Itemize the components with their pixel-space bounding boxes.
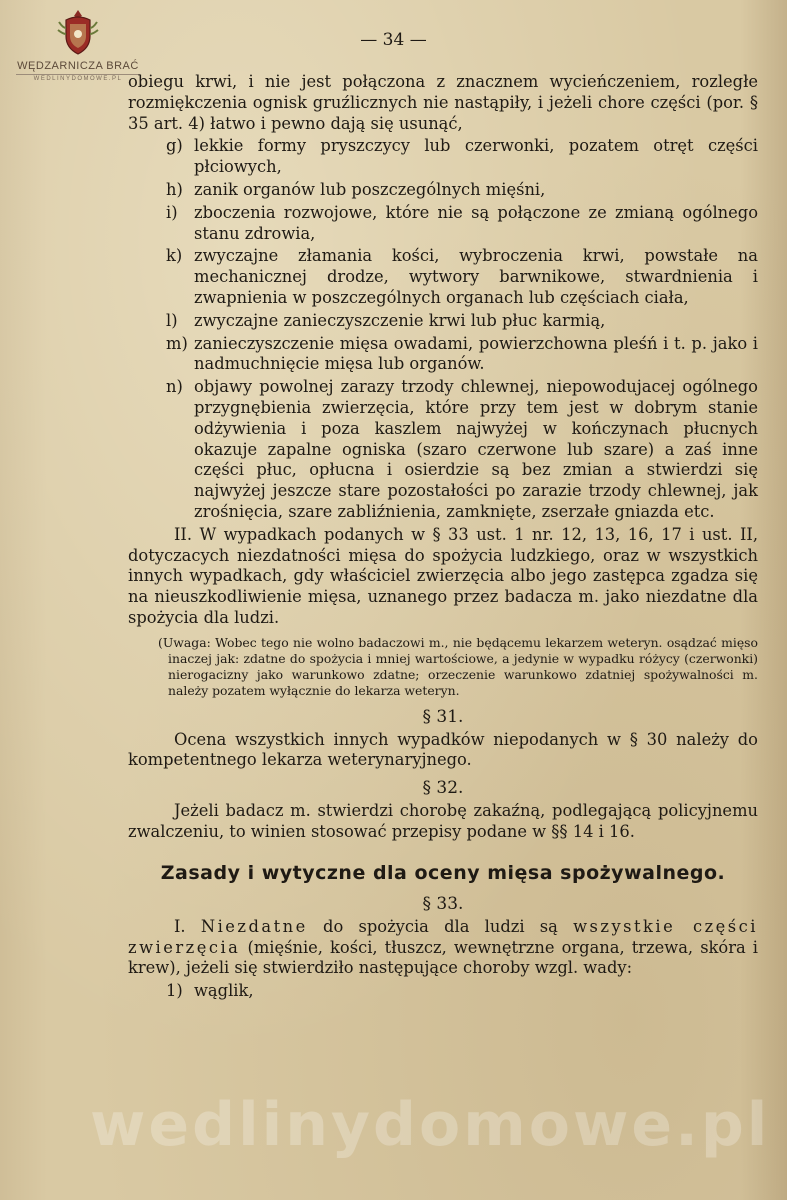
list-item-label: l) — [166, 310, 178, 330]
list-item-label: i) — [166, 202, 178, 222]
list-item-text: objawy powolnej zarazy trzody chlewnej, niepowodujacej ogólnego przygnębienia zwierzęcia, które przy tem jest w dobrym stanie odżywienia i poza kaszlem najwyżej w kończynach płucnych okazuje zapalne ogniska (szaro czerwone lub szare) a zaś inne części płuc, opłucna i osierdzie są bez zmian a stwierdzi się najwyżej jeszcze stare pozostałości po zarazie trzody chlewnej, jak zrośnięcia, szare zabliźnienia, zamknięte, zserzałe gniazda etc. — [194, 377, 758, 521]
list-item — [128, 246, 758, 308]
note-paragraph: (Uwaga: Wobec tego nie wolno badaczowi m., nie będącemu lekarzem weteryn. osądzać mięso inaczej jak: zdatne do spożycia i mniej wartościowe, a jedynie w wypadku różycy (czerwonki) nierogacizny jako warunkowo zdatne; orzeczenie warunkowo zdatniej spożywalności m. należy pozatem wyłącznie do lekarza weteryn. — [158, 634, 758, 699]
brand-name: WĘDZARNICZA BRAĆ — [17, 60, 139, 72]
list-item — [128, 203, 758, 245]
section-33-lead: I. — [174, 916, 186, 936]
section-33-spaced-1: Niezdatne — [200, 916, 308, 936]
list-item-label: n) — [166, 377, 183, 397]
section-31-text: Ocena wszystkich innych wypadków niepodanych w § 30 należy do kompetentnego lekarza weterynaryjnego. — [128, 729, 758, 770]
list-item — [128, 180, 758, 201]
list-item-label: g) — [166, 136, 183, 156]
list-item-label: k) — [166, 246, 183, 266]
chapter-heading: Zasady i wytyczne dla oceny mięsa spożywalnego. — [160, 861, 726, 884]
list-item-text: wąglik, — [194, 981, 254, 1001]
section-33-mid: do spożycia dla ludzi są — [323, 916, 558, 936]
section-31-title: § 31. — [422, 706, 464, 727]
list-item — [128, 377, 758, 523]
section-33-rest: (mięśnie, kości, tłuszcz, wewnętrzne organa, trzewa, skóra i krew), jeżeli się stwierdziło następujące choroby wzgl. wady: — [128, 937, 758, 978]
section-32-title: § 32. — [422, 778, 464, 799]
section-33-text — [128, 917, 758, 979]
page-number: — 34 — — [360, 30, 427, 50]
list-item — [128, 334, 758, 376]
list-item-text: lekkie formy pryszczycy lub czerwonki, pozatem otręt części płciowych, — [194, 136, 758, 177]
section-33-title: § 33. — [422, 893, 464, 914]
list-item — [128, 981, 758, 1002]
list-item-label: 1) — [166, 981, 183, 1001]
paragraph-II: II. W wypadkach podanych w § 33 ust. 1 nr. 12, 13, 16, 17 i ust. II, dotyczacych niezdatności mięsa do spożycia ludzkiego, oraz w wszystkich innych wypadkach, gdy właściciel zwierzęcia albo jego zastępca zgadza się na nieuszkodliwienie mięsa, uznanego przez badacza m. jako niezdatne dla spożycia dla ludzi. — [128, 524, 758, 627]
list-item — [128, 136, 758, 178]
list-item-text: zanieczyszczenie mięsa owadami, powierzchowna pleśń i t. p. jako i nadmuchnięcie mięsa lub organów. — [194, 333, 758, 374]
list-item-label: m) — [166, 333, 188, 353]
list-item — [128, 311, 758, 332]
section-33-spaced-2: wszystkie części zwierzęcia — [128, 916, 758, 957]
list-item-text: zwyczajne zanieczyszczenie krwi lub płuc karmią, — [194, 310, 606, 330]
list-item-label: h) — [166, 179, 183, 199]
list-item-text: zboczenia rozwojowe, które nie są połączone ze zmianą ogólnego stanu zdrowia, — [194, 202, 758, 243]
continuation-paragraph: obiegu krwi, i nie jest połączona z znacznem wycieńczeniem, rozległe rozmiękczenia ognisk gruźlicznych nie nastąpiły, i jeżeli chore części (por. § 35 art. 4) łatwo i pewno dają się usunąć, — [128, 72, 758, 133]
site-watermark: wedlinydomowe.pl — [90, 1090, 771, 1160]
list-item-text: zwyczajne złamania kości, wybroczenia krwi, powstałe na mechanicznej drodze, wytwory barwnikowe, stwardnienia i zwapnienia w poszczególnych organach lub częściach ciała, — [194, 246, 758, 307]
section-32-text: Jeżeli badacz m. stwierdzi chorobę zakaźną, podlegającą policyjnemu zwalczeniu, to winien stosować przepisy podane w §§ 14 i 16. — [128, 801, 758, 841]
list-item-text: zanik organów lub poszczególnych mięśni, — [194, 179, 546, 199]
brand-url: WEDLINYDOMOWE.PL — [16, 74, 140, 82]
page-body — [128, 72, 758, 1002]
